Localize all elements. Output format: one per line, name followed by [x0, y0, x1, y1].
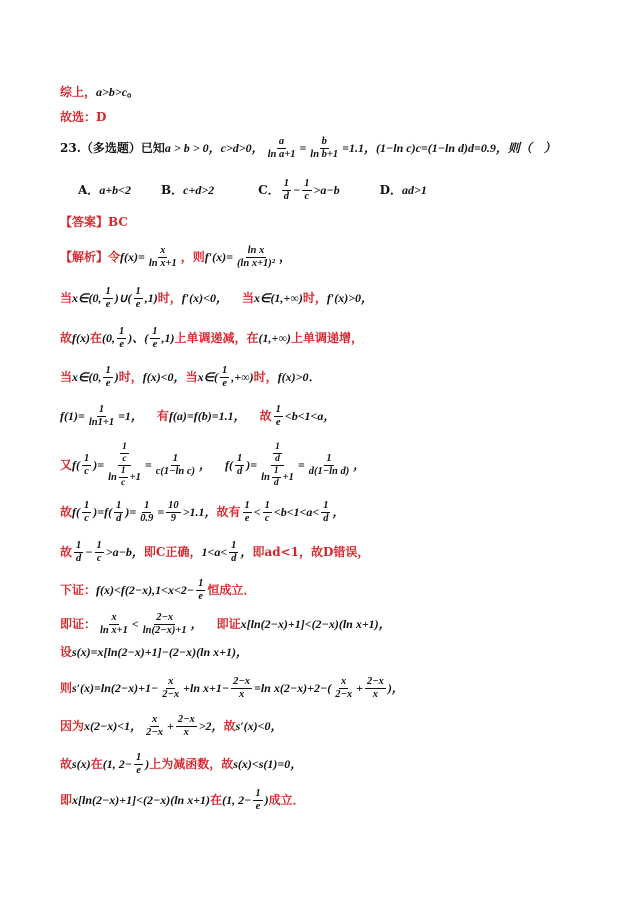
option-d-label: D．	[379, 182, 403, 197]
option-a-label: A．	[78, 182, 100, 197]
fraction-a-over-lna: $\frac{a}{\text{ln a+1}}$	[267, 136, 296, 161]
analysis-line-12: 则 s′(x)=ln(2−x)+1− $\frac{x}{2-x}$ +ln x+1− $\frac{2-x}{x}$ =ln x(2−x)+2−( x 2−x + $\frac{2-x}{x}$ )，	[60, 676, 404, 701]
answer-text: 【答案】BC	[60, 215, 128, 229]
analysis-line-6: 又 f( 1 c )= 1 c ln $\frac{1}{c}$ +1 = $\frac{1}{\text{c(1−ln c)}}$ ， f( 1 d )= 1 d ln $\frac{1}{d}$ +1 = $\frac{1}{\text{d(1−ln d)}}$ ，	[60, 442, 366, 488]
analysis-line-9: 下证： f(x)<f(2−x),1<x<2− $\frac{1}{e}$ 恒成立．	[60, 578, 256, 603]
answer-line	[60, 216, 128, 229]
question-condition-2: =1.1，(1−ln c)c=(1−ln d)d=0.9，则（ ）	[342, 140, 556, 155]
analysis-line-8: 故 1 d − $\frac{1}{c}$ >a−b， 即C正确， 1<a< 1 d ， 即ad<1， 故D错误，	[60, 540, 370, 565]
analysis-line-11: 设 s(x)=x[ln(2−x)+1]−(2−x)(ln x+1)，	[60, 645, 248, 659]
fraction-b-over-lnb: $\frac{b}{\text{ln b+1}}$	[310, 136, 339, 161]
analysis-line-15: 即 x[ln(2−x)+1]<(2−x)(ln x+1) 在 (1, 2− $\frac{1}{e}$ ) 成立．	[60, 788, 305, 813]
option-d-text: ad>1	[402, 182, 427, 197]
choice-text: 故选：D	[60, 110, 107, 124]
summary-line	[60, 86, 139, 99]
question-condition: a > b > 0，c>d>0，	[164, 140, 264, 155]
analysis-line-4: 当 x∈(0, 1 e ) 时， f(x)<0， 当 x∈( 1 e ,+∞) 时， f(x)>0．	[60, 365, 321, 390]
summary-end: 。	[127, 85, 140, 99]
analysis-line-7: 故 f( 1 c )=f( 1 d )= $\frac{1}{0.9}$ = $\frac{10}{9}$ >1.1， 故有 1 e < 1 c <b<1<a< 1 d ，	[60, 500, 345, 525]
option-b-text: c+d>2	[183, 182, 215, 197]
summary-label: 综上，	[60, 85, 97, 99]
option-a-text: a+b<2	[99, 182, 131, 197]
analysis-line-2: 当 x∈(0, 1 e )∪( 1 e ,1) 时， f′(x)<0， 当 x∈(1,+∞) 时， f′(x)>0，	[60, 286, 374, 311]
analysis-line-13: 因为 x(2−x)<1， x 2−x + $\frac{2-x}{x}$ >2， 故 s′(x)<0，	[60, 714, 283, 739]
analysis-line-10: 即证： x ln x+1 < 2−x ln(2−x)+1 ， 即证 x[ln(2−x)+1]<(2−x)(ln x+1)，	[60, 612, 391, 637]
option-b-label: B．	[161, 182, 184, 197]
options-line: A． a+b<2 B． c+d>2 C． 1 d − $\frac{1}{c}$ >a−b D． ad>1	[78, 178, 427, 203]
analysis-line-3: 故 f(x) 在 (0, 1 e )、( 1 e ,1) 上单调递减，在 (1,+∞) 上单调递增，	[60, 326, 363, 351]
analysis-line-14: 故 s(x) 在 (1, 2− $\frac{1}{e}$ ) 上为减函数， 故 s(x)<s(1)=0，	[60, 752, 303, 777]
analysis-line-1: 【解析】令 f(x)= $\frac{x}{\text{ln x+1}}$ ，则 f′(x)= $\frac{\text{ln x}}{\text{(ln x+1)²}}$ ，	[60, 245, 291, 270]
question-23-stem: 23.（多选题）已知 a > b > 0，c>d>0， $\frac{a}{\text{ln a+1}}$ = $\frac{b}{\text{ln b+1}}$ =1.1，(1−ln c)c=(1−ln d)d=0.9，则（ ）	[60, 136, 556, 161]
analysis-line-5: f(1)= $\frac{1}{\ln 1+1}$ =1， 有 f(a)=f(b)=1.1， 故 1 e <b<1<a，	[60, 404, 336, 429]
choice-line	[60, 111, 106, 124]
option-c-text: >a−b	[313, 182, 340, 197]
option-c-label: C．	[258, 182, 280, 197]
question-number: 23.（多选题）已知	[60, 140, 165, 155]
summary-inequality: a>b>c	[96, 85, 128, 99]
